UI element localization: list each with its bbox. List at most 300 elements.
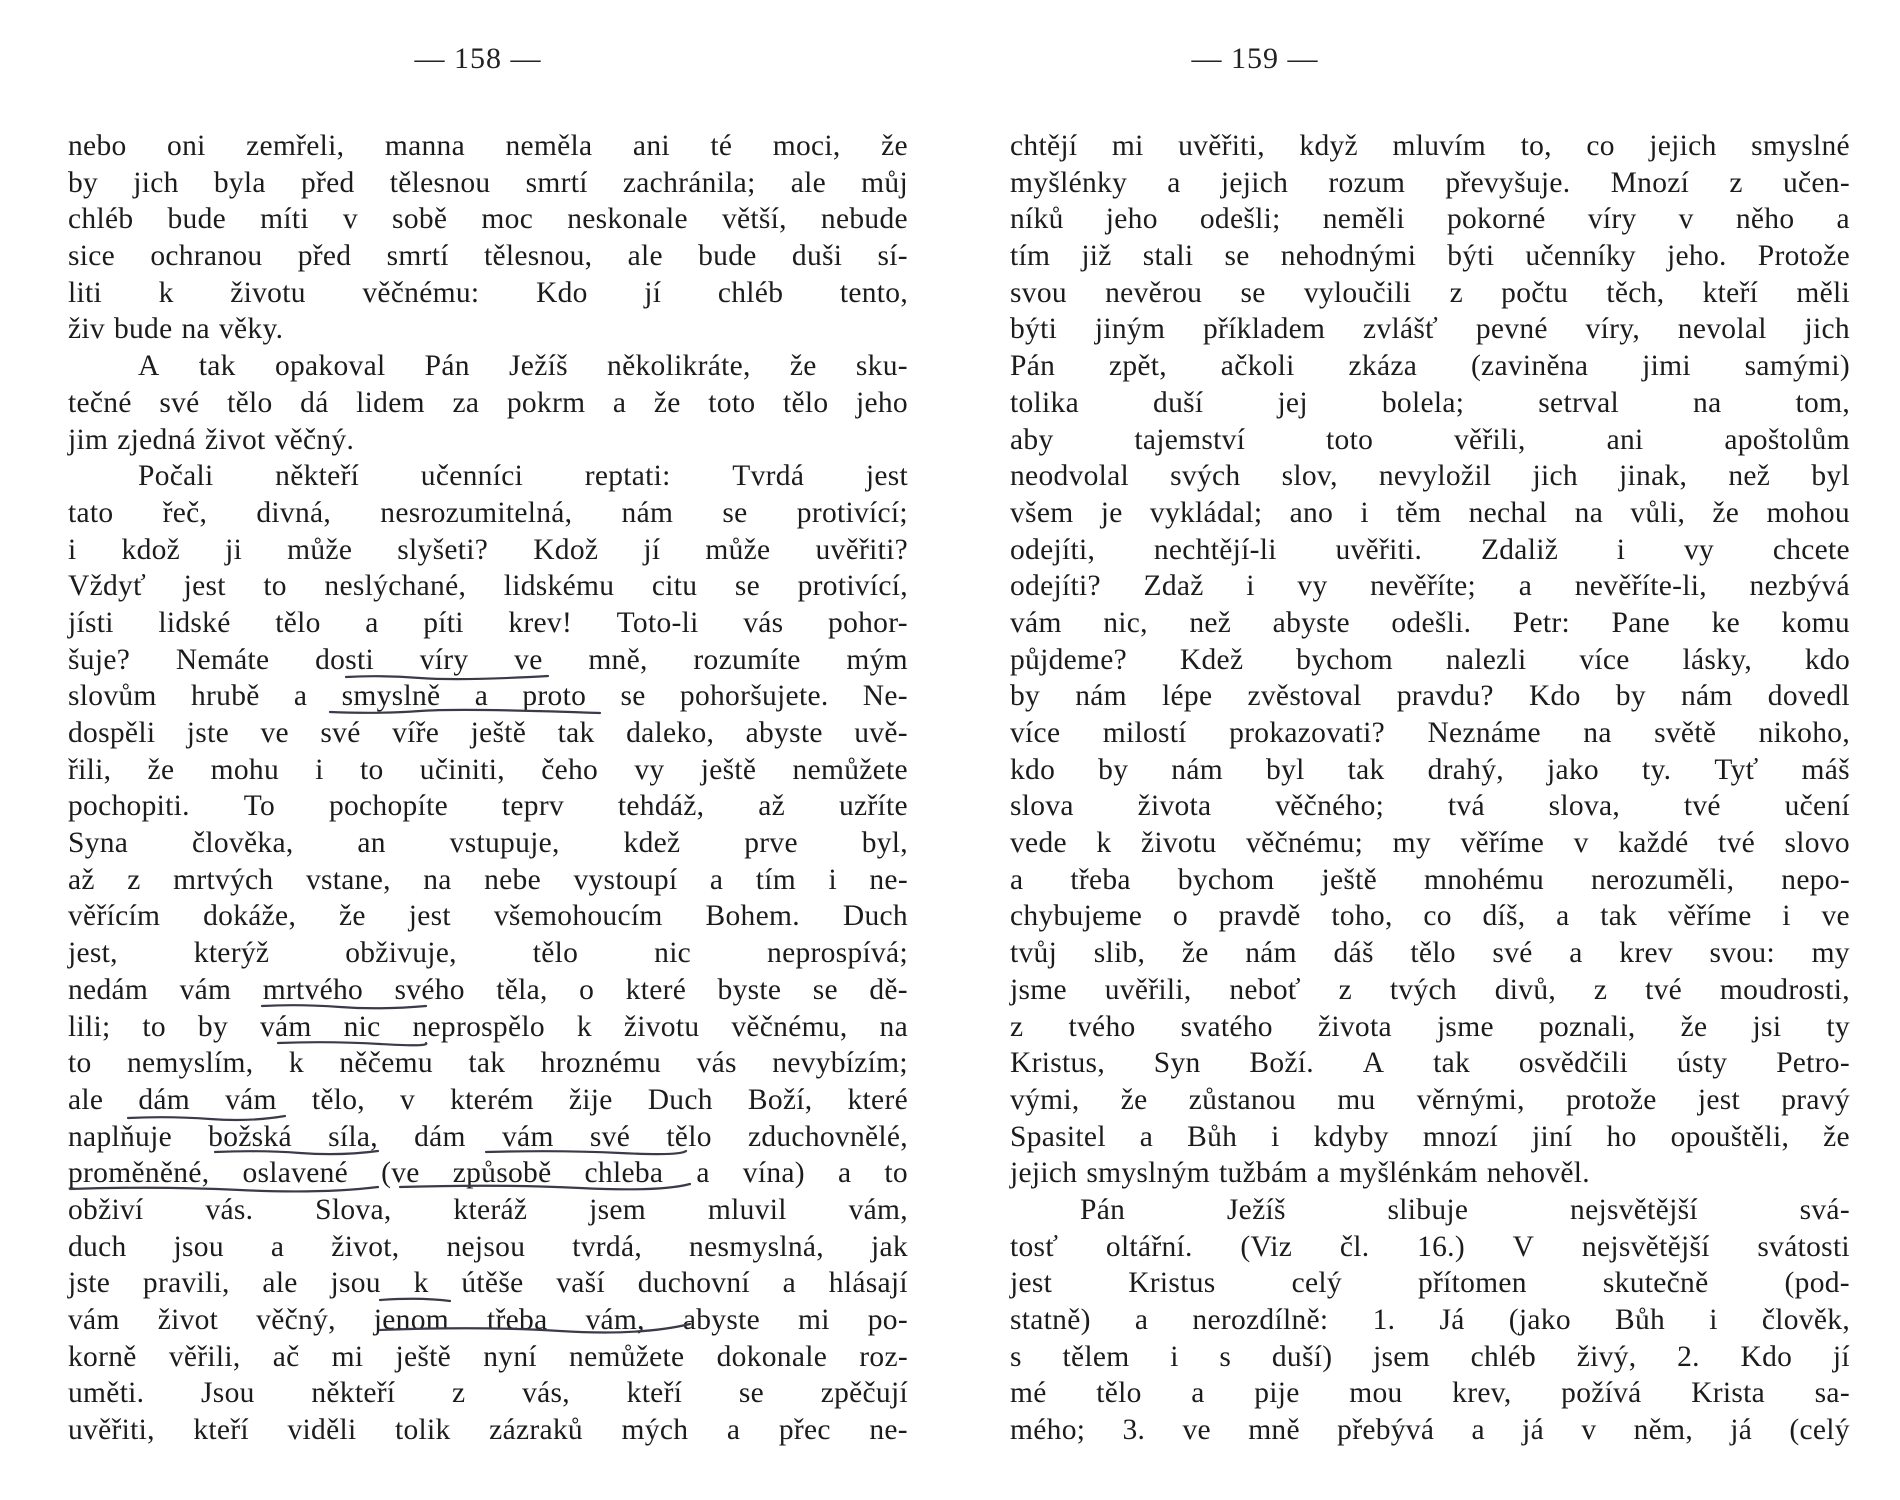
word: půjdeme? — [1010, 643, 1128, 676]
word: a — [1191, 1377, 1205, 1410]
word: může — [705, 533, 771, 566]
word: věříme — [1460, 827, 1545, 860]
word: byl — [1266, 753, 1305, 786]
word: zduchovnělé, — [747, 1120, 908, 1153]
word: já — [1730, 1414, 1753, 1447]
word: kdo — [1010, 753, 1056, 786]
word: my — [1392, 827, 1431, 860]
word: Toto-li — [616, 606, 699, 639]
word: ke — [1711, 606, 1741, 639]
word: věřili, — [168, 1340, 241, 1373]
word: neodvolal — [1010, 460, 1130, 493]
word: Duch — [647, 1083, 713, 1116]
text-line — [68, 1302, 908, 1339]
word: převyšuje. — [1445, 166, 1571, 199]
text-line — [1010, 165, 1850, 202]
word: víry, — [1585, 313, 1641, 346]
word: před — [297, 240, 352, 273]
word: nalezli — [1445, 643, 1527, 676]
text-line — [68, 642, 908, 679]
text-line — [1010, 862, 1850, 899]
text-line — [1010, 238, 1850, 275]
word: z — [127, 863, 141, 896]
word: máš — [1801, 753, 1850, 786]
word: způsobě — [452, 1157, 552, 1190]
word: z — [1338, 973, 1353, 1006]
text-line — [1010, 1119, 1850, 1156]
word: své — [589, 1120, 631, 1153]
word: jiným — [1094, 313, 1166, 346]
word: já — [1522, 1414, 1545, 1447]
word: které — [847, 1083, 908, 1116]
text-line — [1010, 275, 1850, 312]
word: člověka, — [192, 827, 294, 860]
word: oslavené — [242, 1157, 349, 1190]
word: a — [474, 680, 489, 713]
word: Pane — [1611, 606, 1671, 639]
word: bychom — [1177, 863, 1275, 896]
word: věčnému: — [362, 276, 480, 309]
text-line — [68, 972, 908, 1009]
word: vy — [1297, 570, 1328, 603]
word: pokorné — [1446, 203, 1546, 236]
text-line — [1010, 752, 1850, 789]
word: svatého — [1180, 1010, 1273, 1043]
text-line — [1010, 311, 1850, 348]
word: prokazovati? — [1229, 717, 1386, 749]
text-line — [68, 1082, 908, 1119]
word: dá — [300, 386, 329, 419]
word: neboť — [1229, 973, 1301, 1006]
word: tak — [198, 350, 236, 383]
word: Boží, — [747, 1083, 813, 1116]
word: nikoho, — [1758, 717, 1850, 749]
word: vy — [1684, 533, 1715, 566]
word: života — [1317, 1010, 1392, 1043]
word: nyní — [483, 1340, 537, 1373]
word: i — [1271, 1120, 1280, 1153]
word: měli — [1796, 276, 1850, 309]
word: nejsvětější — [1581, 1230, 1710, 1263]
word: 2. — [1677, 1340, 1700, 1373]
word: Ne- — [862, 680, 908, 713]
word: byl, — [861, 827, 908, 860]
word: a — [782, 1267, 797, 1300]
word: jest — [1010, 1267, 1053, 1300]
text-line — [1010, 532, 1850, 569]
word: kdož — [121, 533, 181, 566]
word: vás — [696, 1047, 737, 1080]
text-line — [68, 458, 908, 495]
word: a — [1316, 1157, 1331, 1190]
word: a — [1836, 203, 1850, 236]
word: ty — [1826, 1010, 1850, 1043]
word: duch — [68, 1230, 127, 1263]
text-line — [68, 532, 908, 569]
word: Petro- — [1776, 1047, 1850, 1080]
text-line — [68, 825, 908, 862]
word: reptati: — [584, 460, 671, 493]
word: nic — [654, 937, 692, 970]
word: Bůh — [1615, 1304, 1666, 1336]
word: protože — [1566, 1083, 1657, 1116]
word: na — [181, 313, 210, 346]
text-line — [68, 1265, 908, 1302]
text-line — [68, 935, 908, 972]
word: přítomen — [1417, 1267, 1527, 1300]
word: ale — [68, 1083, 104, 1116]
word: Kdo — [1740, 1340, 1793, 1373]
word: nejsvětější — [1570, 1193, 1698, 1226]
word: vám, — [585, 1304, 645, 1336]
word: tvá — [1447, 790, 1485, 823]
text-line — [1010, 1192, 1850, 1229]
word: vás, — [522, 1377, 570, 1410]
word: a — [1134, 1304, 1149, 1336]
word: že — [1120, 1083, 1148, 1116]
word: vyloučili — [1303, 276, 1412, 309]
word: k — [1096, 827, 1112, 860]
word: jich — [1532, 460, 1578, 493]
word: pravý — [1781, 1083, 1850, 1116]
word: Zdaž — [1143, 570, 1204, 603]
word: jsem — [589, 1193, 647, 1226]
word: vám, — [848, 1193, 908, 1226]
text-line — [68, 385, 908, 422]
word: moci, — [772, 130, 841, 162]
word: mým — [846, 643, 908, 676]
word: životu — [230, 276, 306, 309]
word: světě — [1654, 717, 1717, 749]
word: opakoval — [274, 350, 386, 383]
word: dovedl — [1767, 680, 1850, 713]
word: věčný, — [256, 1304, 336, 1336]
word: věrnými, — [1416, 1083, 1525, 1116]
word: slovo — [1784, 827, 1850, 860]
word: 16.) — [1417, 1230, 1465, 1263]
word: to — [884, 1157, 908, 1190]
word: nám — [621, 496, 674, 529]
word: čeho — [541, 753, 599, 786]
word: pravili, — [142, 1267, 230, 1300]
word: počtu — [1501, 276, 1569, 309]
word: mrtvého — [262, 973, 364, 1006]
word: by — [197, 1010, 229, 1043]
word: smyslné — [1751, 130, 1850, 162]
word: (pod- — [1784, 1267, 1850, 1300]
word: ve — [1821, 900, 1850, 933]
word: tom, — [1795, 386, 1850, 419]
word: Protože — [1757, 240, 1850, 273]
word: Ježíš — [509, 350, 568, 383]
word: ve — [260, 717, 289, 749]
word: tehdáž, — [617, 790, 705, 823]
word: zůstanou — [1188, 1083, 1297, 1116]
word: neprospělo — [412, 1010, 545, 1043]
word: mu — [1337, 1083, 1376, 1116]
word: Pán — [1010, 350, 1056, 383]
word: mi — [1111, 130, 1144, 162]
text-line — [68, 165, 908, 202]
word: jí — [644, 276, 662, 309]
word: přec — [778, 1414, 831, 1447]
word: obživí — [68, 1193, 144, 1226]
word: víry — [1587, 203, 1637, 236]
word: jimi — [1642, 350, 1691, 383]
word: na — [1574, 496, 1604, 529]
word: To — [243, 790, 276, 823]
word: (celý — [1789, 1414, 1850, 1447]
word: se — [812, 973, 838, 1006]
word: svátosti — [1757, 1230, 1850, 1263]
text-line — [68, 1119, 908, 1156]
word: rozumíte — [693, 643, 801, 676]
word: z — [1010, 1010, 1024, 1043]
word: kdyby — [1313, 1120, 1389, 1153]
text-line — [1010, 568, 1850, 605]
word: an — [357, 827, 386, 860]
word: uvěřiti, — [1178, 130, 1265, 162]
text-line — [68, 678, 908, 715]
word: s — [1219, 1340, 1232, 1373]
word: hlásají — [828, 1267, 908, 1300]
word: mé — [1010, 1377, 1047, 1410]
word: ne- — [869, 1414, 908, 1447]
text-line — [1010, 385, 1850, 422]
text-line — [68, 568, 908, 605]
word: Kdež — [1179, 643, 1244, 676]
word: osvědčili — [1518, 1047, 1629, 1080]
word: krev — [1619, 937, 1673, 970]
word: s — [1010, 1340, 1022, 1373]
word: nejsou — [446, 1230, 526, 1263]
word: milostí — [1102, 717, 1187, 749]
word: vými, — [1010, 1083, 1080, 1116]
word: nevěříte-li, — [1574, 570, 1707, 603]
word: a — [1167, 166, 1181, 199]
word: divná, — [256, 496, 332, 529]
text-line — [1010, 458, 1850, 495]
word: dáš — [1333, 937, 1374, 970]
word: ač — [272, 1340, 300, 1373]
word: jich — [133, 166, 179, 199]
word: tento, — [839, 276, 908, 309]
word: života — [1137, 790, 1212, 823]
word: nebe — [484, 863, 541, 896]
word: slyšeti? — [397, 533, 489, 566]
text-line — [1010, 128, 1850, 165]
word: ale — [627, 240, 663, 273]
word: tělo — [1410, 937, 1456, 970]
word: Kdo — [1528, 680, 1581, 713]
text-line — [68, 495, 908, 532]
word: Syna — [68, 827, 129, 860]
word: krev! — [508, 606, 573, 639]
word: vám — [225, 1083, 277, 1116]
word: tolika — [1010, 386, 1079, 419]
word: požívá — [1561, 1377, 1642, 1410]
word: se — [1224, 240, 1250, 273]
word: to — [142, 1010, 166, 1043]
word: byla — [213, 166, 266, 199]
word: božská — [208, 1120, 292, 1153]
word: mluvil — [707, 1193, 787, 1226]
word: věčnému; — [1246, 827, 1364, 860]
word: věřícím — [68, 900, 161, 933]
text-line — [68, 715, 908, 752]
word: nerozdílně: — [1192, 1304, 1329, 1336]
word: pohor- — [828, 606, 908, 639]
word: abyste — [1272, 606, 1350, 639]
word: Jsou — [201, 1377, 255, 1410]
word: víry — [419, 643, 469, 676]
word: z — [1449, 276, 1463, 309]
word: ještě — [700, 753, 757, 786]
word: dosti — [315, 643, 374, 676]
word: když — [1299, 130, 1358, 162]
word: ani — [632, 130, 670, 162]
word: těm — [1396, 496, 1442, 529]
word: až — [758, 790, 786, 823]
text-line — [68, 128, 908, 165]
word: myšlénky — [1010, 166, 1128, 199]
word: tělo — [532, 937, 579, 970]
word: tím — [755, 863, 796, 896]
word: může — [287, 533, 353, 566]
word: apoštolům — [1724, 423, 1850, 456]
word: uvěřiti? — [815, 533, 908, 566]
word: mi — [331, 1340, 364, 1373]
word: ani — [1606, 423, 1644, 456]
word: žije — [568, 1083, 613, 1116]
word: mluvím — [1392, 130, 1487, 162]
word: až — [68, 863, 95, 896]
text-line — [1010, 825, 1850, 862]
word: roz- — [859, 1340, 908, 1373]
word: živ — [68, 313, 105, 346]
word: (jako — [1508, 1304, 1571, 1336]
word: býti — [1447, 240, 1495, 273]
text-line — [68, 422, 908, 459]
word: za — [452, 386, 480, 419]
word: uzříte — [838, 790, 908, 823]
word: se — [738, 1377, 765, 1410]
word: a — [365, 606, 379, 639]
word: nevěříte; — [1370, 570, 1477, 603]
word: to, — [1520, 130, 1552, 162]
word: Syn — [1153, 1047, 1201, 1080]
word: nechal — [1468, 496, 1548, 529]
word: je — [1100, 496, 1123, 529]
word: řili, — [68, 753, 112, 786]
word: vám — [259, 1010, 312, 1043]
word: teprv — [501, 790, 564, 823]
word: nepo- — [1781, 863, 1850, 896]
word: protivící; — [796, 496, 908, 529]
word: dám — [138, 1083, 191, 1116]
word: korně — [68, 1340, 137, 1373]
text-line — [1010, 1412, 1850, 1449]
word: a — [709, 863, 724, 896]
word: Tyť — [1714, 753, 1759, 786]
word: samými) — [1744, 350, 1850, 383]
word: že — [653, 386, 681, 419]
word: že — [339, 900, 366, 933]
word: jako — [1546, 753, 1599, 786]
word: jim — [68, 423, 109, 456]
word: před — [300, 166, 355, 199]
word: sice — [68, 240, 116, 273]
word: dokonale — [716, 1340, 828, 1373]
word: dám — [414, 1120, 466, 1153]
word: tvé — [1718, 827, 1755, 860]
word: mnozí — [1422, 1120, 1499, 1153]
word: nebo — [68, 130, 127, 162]
word: bude — [698, 240, 757, 273]
word: po- — [867, 1304, 908, 1336]
page-number: — 158 — — [414, 42, 542, 75]
word: prve — [744, 827, 798, 860]
word: drahý, — [1427, 753, 1504, 786]
word: jeho — [1105, 203, 1158, 236]
word: nám — [1171, 753, 1223, 786]
word: jí — [643, 533, 661, 566]
word: učenníky — [1525, 240, 1636, 273]
word: stali — [1142, 240, 1194, 273]
word: útěše — [461, 1267, 524, 1300]
word: tolik — [395, 1414, 451, 1447]
word: a — [1010, 863, 1024, 896]
word: Spasitel — [1010, 1120, 1106, 1153]
word: a — [696, 1157, 710, 1190]
word: Bohem. — [705, 900, 800, 933]
text-line — [1010, 1009, 1850, 1046]
word: věky. — [218, 313, 284, 346]
word: jinak, — [1619, 460, 1688, 493]
word: své — [320, 717, 361, 749]
word: jak — [870, 1230, 908, 1263]
word: se — [734, 570, 761, 603]
word: a — [726, 1414, 741, 1447]
text-line — [1010, 642, 1850, 679]
text-line — [1010, 1339, 1850, 1376]
word: tak — [557, 717, 595, 749]
word: nesrozumitelná, — [380, 496, 573, 529]
word: Slova, — [315, 1193, 392, 1226]
word: ji — [225, 533, 243, 566]
word: z — [452, 1377, 466, 1410]
word: jej — [1277, 386, 1308, 419]
word: poznali, — [1538, 1010, 1636, 1043]
word: nebude — [820, 203, 908, 236]
word: Já — [1439, 1304, 1465, 1336]
word: Bůh — [1187, 1120, 1238, 1153]
word: živý, — [1576, 1340, 1637, 1373]
word: že — [1680, 1010, 1708, 1043]
word: víře — [392, 717, 440, 749]
word: ještě — [395, 1340, 452, 1373]
word: neměla — [505, 130, 593, 162]
word: tělo — [666, 1120, 712, 1153]
word: Pán — [1080, 1193, 1126, 1226]
word: Nemáte — [175, 643, 270, 676]
word: přebývá — [1337, 1414, 1435, 1447]
word: by — [1615, 680, 1646, 713]
word: všemohoucím — [493, 900, 663, 933]
word: A — [138, 350, 160, 383]
word: již — [1081, 240, 1112, 273]
word: proto — [522, 680, 587, 713]
